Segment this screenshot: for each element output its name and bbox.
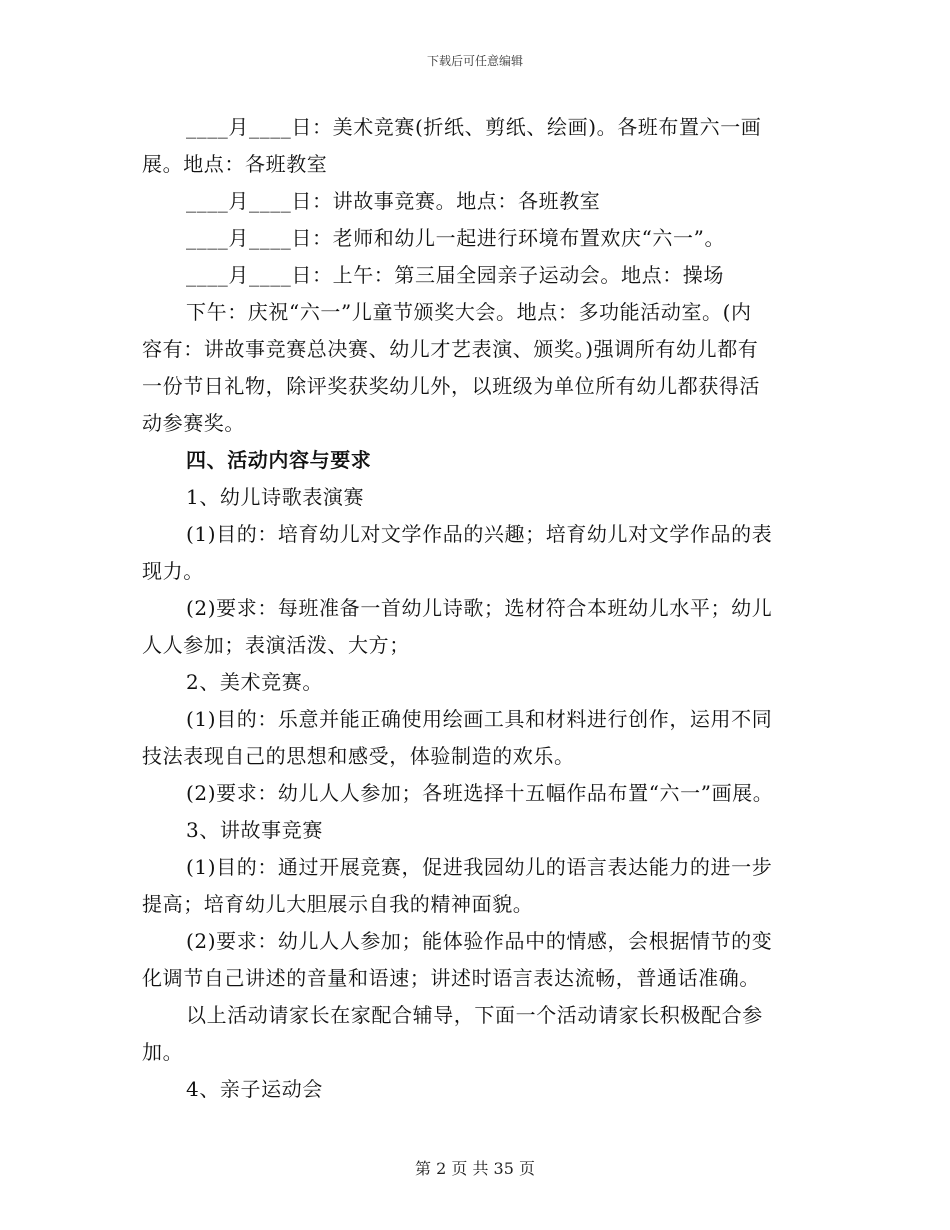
page-header: 下载后可任意编辑 xyxy=(426,54,523,68)
poetry-requirement-line: (2)要求：每班准备一首幼儿诗歌；选材符合本班幼儿水平；幼儿 xyxy=(186,596,773,620)
item-heading-art: 2、美术竞赛。 xyxy=(186,670,323,694)
schedule-line-decoration: ____月____日：老师和幼儿一起进行环境布置欢庆“六一”。 xyxy=(186,226,726,250)
parent-note-line: 以上活动请家长在家配合辅导，下面一个活动请家长积极配合参 xyxy=(186,1003,763,1027)
item-heading-poetry: 1、幼儿诗歌表演赛 xyxy=(186,485,365,509)
poetry-requirement-cont: 人人参加；表演活泼、大方； xyxy=(142,633,410,657)
section-heading-4: 四、活动内容与要求 xyxy=(186,448,372,472)
schedule-line-award-content: 容有：讲故事竞赛总决赛、幼儿才艺表演、颁奖。)强调所有幼儿都有 xyxy=(142,337,759,361)
art-goal-line: (1)目的：乐意并能正确使用绘画工具和材料进行创作，运用不同 xyxy=(186,707,773,731)
schedule-line-art-location: 展。地点：各班教室 xyxy=(142,152,328,176)
item-heading-sports: 4、亲子运动会 xyxy=(186,1077,323,1101)
story-requirement-cont: 化调节自己讲述的音量和语速；讲述时语言表达流畅，普通话准确。 xyxy=(142,966,760,990)
schedule-line-award-ceremony: 下午：庆祝“六一”儿童节颁奖大会。地点：多功能活动室。(内 xyxy=(186,300,752,324)
page-number: 第 2 页 共 35 页 xyxy=(415,1159,535,1178)
story-requirement-line: (2)要求：幼儿人人参加；能体验作品中的情感，会根据情节的变 xyxy=(186,929,773,953)
art-requirement-line: (2)要求：幼儿人人参加；各班选择十五幅作品布置“六一”画展。 xyxy=(186,781,774,805)
schedule-line-story-contest: ____月____日：讲故事竞赛。地点：各班教室 xyxy=(186,189,601,213)
parent-note-cont: 加。 xyxy=(142,1040,184,1064)
schedule-line-art-contest: ____月____日：美术竞赛(折纸、剪纸、绘画)。各班布置六一画 xyxy=(186,115,762,139)
poetry-goal-line: (1)目的：培育幼儿对文学作品的兴趣；培育幼儿对文学作品的表 xyxy=(186,522,773,546)
story-goal-line: (1)目的：通过开展竞赛，促进我园幼儿的语言表达能力的进一步 xyxy=(186,855,773,879)
schedule-line-gift: 一份节日礼物，除评奖获奖幼儿外，以班级为单位所有幼儿都获得活 xyxy=(142,374,760,398)
item-heading-story: 3、讲故事竞赛 xyxy=(186,818,323,842)
document-body xyxy=(142,109,814,1108)
story-goal-cont: 提高；培育幼儿大胆展示自我的精神面貌。 xyxy=(142,892,534,916)
poetry-goal-cont: 现力。 xyxy=(142,559,204,583)
art-goal-cont: 技法表现自己的思想和感受，体验制造的欢乐。 xyxy=(142,744,575,768)
schedule-line-sports-meet: ____月____日：上午：第三届全园亲子运动会。地点：操场 xyxy=(186,263,724,287)
schedule-line-participation-award: 动参赛奖。 xyxy=(142,411,245,435)
